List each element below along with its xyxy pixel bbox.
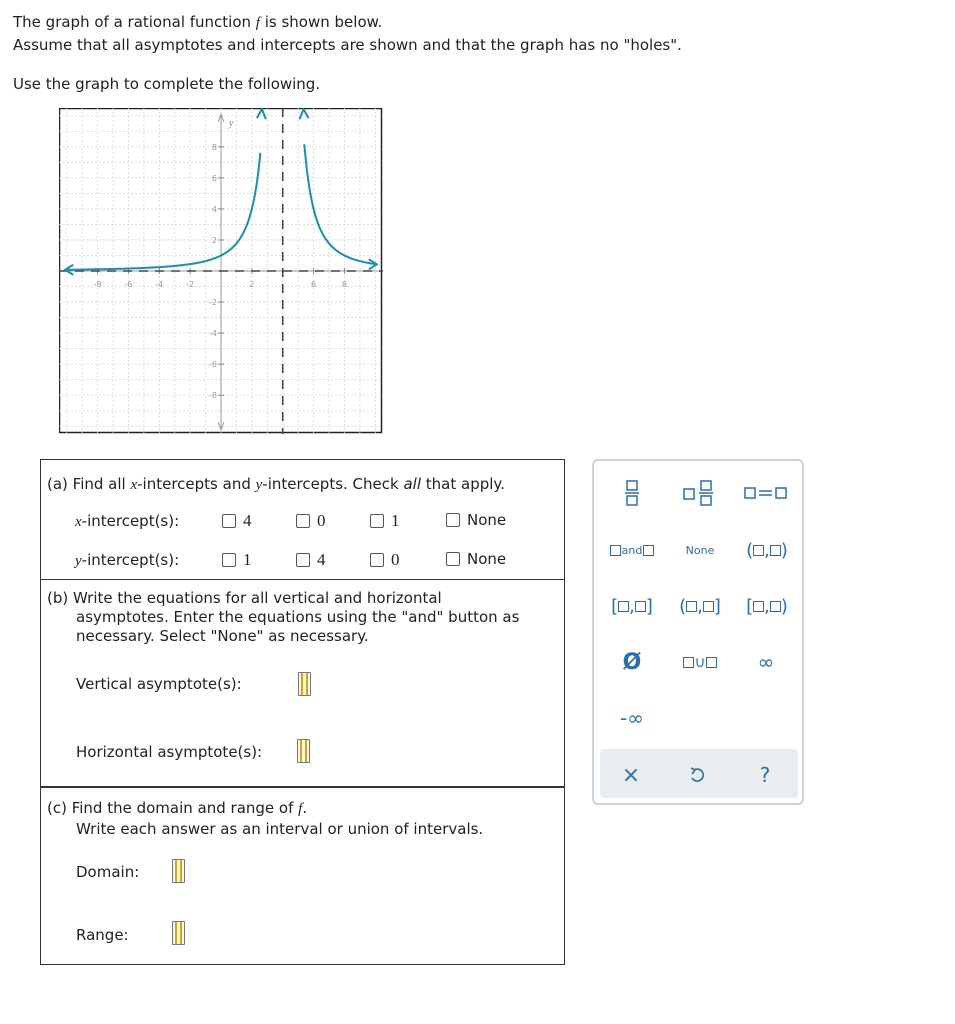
empty-set-icon: Ø — [622, 649, 642, 675]
mixed-number-button[interactable] — [677, 477, 721, 509]
option-label: 0 — [391, 550, 400, 569]
y-tick-label: 6 — [211, 173, 217, 183]
empty-set-button[interactable] — [612, 647, 652, 677]
mixed-number-icon — [683, 480, 715, 506]
option-label: 4 — [243, 511, 252, 530]
and-label: and — [621, 543, 643, 557]
y-option-none[interactable] — [446, 550, 506, 568]
part-b-box — [40, 579, 565, 787]
union-button[interactable]: ∪ — [674, 647, 726, 677]
y-tick-label: 8 — [211, 142, 217, 152]
range-input[interactable] — [172, 921, 185, 945]
fraction-button[interactable] — [612, 477, 652, 509]
part-c-box — [40, 787, 565, 965]
y-tick-label: 4 — [211, 204, 217, 214]
rational-function-graph — [59, 108, 383, 434]
checkbox[interactable] — [222, 553, 236, 567]
part-b-line-2: asymptotes. Enter the equations using the "and" button as — [76, 608, 520, 626]
range-label: Range: — [76, 926, 129, 944]
part-a-box — [40, 459, 565, 580]
open-interval-button[interactable]: ( , ) — [746, 539, 788, 561]
option-label: 1 — [243, 550, 252, 569]
x-tick-label: 6 — [311, 280, 317, 289]
slot-icon — [770, 545, 781, 556]
horizontal-asymptote-label: Horizontal asymptote(s): — [76, 743, 263, 761]
intro-text-end: is shown below. — [259, 13, 383, 31]
part-a-title — [47, 475, 505, 494]
x-tick-label: 8 — [341, 280, 347, 289]
y-tick-label: 2 — [211, 235, 217, 245]
clear-button[interactable] — [616, 761, 646, 789]
x-option-none[interactable] — [446, 511, 506, 529]
domain-input[interactable] — [172, 859, 185, 883]
y-option-0[interactable] — [370, 550, 400, 570]
checkbox[interactable] — [296, 553, 310, 567]
option-label: 0 — [317, 511, 326, 530]
slot-icon — [753, 545, 764, 556]
checkbox[interactable] — [370, 514, 384, 528]
x-option-0[interactable] — [296, 511, 326, 531]
x-option-4[interactable] — [222, 511, 252, 531]
checkbox[interactable] — [370, 553, 384, 567]
slot-icon — [753, 601, 764, 612]
x-intercept-label-text: -intercept(s): — [81, 512, 180, 530]
intro-line-2: Assume that all asymptotes and intercepts are shown and that the graph has no "holes". — [13, 36, 682, 54]
y-intercept-label — [75, 551, 179, 570]
part-b-line-3: necessary. Select "None" as necessary. — [76, 627, 369, 645]
option-label: 1 — [391, 511, 400, 530]
and-button[interactable] — [604, 536, 660, 564]
part-a-all: all — [403, 475, 422, 493]
help-button[interactable] — [750, 761, 780, 789]
x-tick-label: -8 — [93, 280, 102, 289]
option-label: 4 — [317, 550, 326, 569]
slot-icon — [618, 601, 629, 612]
intro-line-3: Use the graph to complete the following. — [13, 75, 321, 93]
checkbox[interactable] — [446, 513, 460, 527]
negative-infinity-icon: -∞ — [620, 706, 644, 730]
equals-icon — [744, 486, 788, 500]
slot-icon — [643, 545, 654, 556]
slot-icon — [706, 657, 717, 668]
checkbox[interactable] — [296, 514, 310, 528]
intro-text: The graph of a rational function — [13, 13, 256, 31]
x-intercept-label — [75, 512, 179, 531]
infinity-icon: ∞ — [757, 650, 775, 674]
slot-icon — [683, 657, 694, 668]
y-option-1[interactable] — [222, 550, 252, 570]
var-x: x — [130, 477, 138, 493]
x-tick-label: -2 — [186, 280, 195, 289]
function-name: f — [255, 15, 260, 31]
slot-icon — [635, 601, 646, 612]
close-icon: × — [621, 762, 641, 788]
y-axis-label: y — [229, 118, 234, 129]
x-tick-label: -4 — [155, 280, 164, 289]
part-c-line-1 — [47, 799, 307, 818]
domain-label: Domain: — [76, 863, 140, 881]
y-option-4[interactable] — [296, 550, 326, 570]
fraction-icon — [625, 480, 639, 506]
undo-button[interactable] — [682, 761, 712, 789]
slot-icon — [770, 601, 781, 612]
closed-interval-button[interactable]: [ , ] — [611, 595, 653, 617]
checkbox[interactable] — [222, 514, 236, 528]
x-tick-label: 2 — [249, 280, 255, 289]
checkbox[interactable] — [446, 552, 460, 566]
vertical-asymptote-label: Vertical asymptote(s): — [76, 675, 242, 693]
var-y: y — [75, 553, 82, 569]
part-a-title-text: that apply. — [421, 475, 505, 493]
y-intercept-label-text: -intercept(s): — [81, 551, 180, 569]
intro-line-1 — [13, 13, 382, 32]
part-c-text: . — [302, 799, 308, 817]
var-y: y — [255, 477, 263, 493]
x-tick-label: -6 — [124, 280, 133, 289]
negative-infinity-button[interactable] — [608, 703, 656, 733]
equals-button[interactable] — [742, 477, 790, 509]
part-c-text: (c) Find the domain and range of — [47, 799, 299, 817]
part-b-line-1: (b) Write the equations for all vertical and horizontal — [47, 589, 442, 607]
right-open-interval-button[interactable]: [ , ) — [746, 595, 788, 617]
var-x: x — [75, 514, 82, 530]
math-palette — [592, 459, 804, 805]
y-tick-label: -2 — [209, 298, 217, 308]
vertical-asymptote-input[interactable] — [298, 672, 311, 696]
horizontal-asymptote-input[interactable] — [297, 739, 310, 763]
slot-icon — [686, 601, 697, 612]
none-label: None — [685, 543, 715, 557]
part-a-title-text: (a) Find all — [47, 475, 131, 493]
slot-icon — [610, 545, 621, 556]
part-a-title-text: -intercepts. Check — [262, 475, 404, 493]
part-c-line-2: Write each answer as an interval or union of intervals. — [76, 820, 484, 838]
infinity-button[interactable] — [744, 647, 788, 677]
function-name: f — [298, 801, 303, 817]
option-label: None — [467, 550, 507, 568]
left-open-interval-button[interactable]: ( , ] — [679, 595, 721, 617]
undo-icon — [689, 766, 705, 784]
option-label: None — [467, 511, 507, 529]
x-option-1[interactable] — [370, 511, 400, 531]
y-tick-label: -6 — [209, 360, 217, 370]
y-tick-label: -4 — [209, 329, 217, 339]
part-a-title-text: -intercepts and — [137, 475, 256, 493]
y-tick-label: -8 — [209, 391, 217, 401]
slot-icon — [703, 601, 714, 612]
none-button[interactable] — [676, 536, 724, 564]
help-icon: ? — [759, 763, 771, 787]
